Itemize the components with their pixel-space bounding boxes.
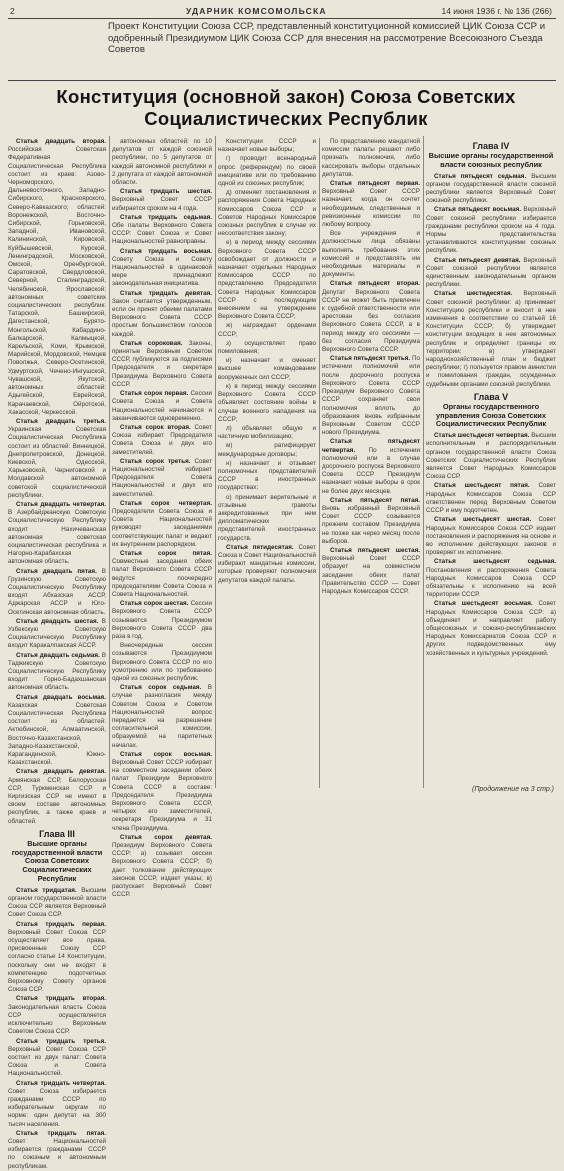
article-heading: Статья шестьдесят пятая. [434, 482, 530, 490]
article-paragraph: Статья пятидесятая. Совет Союза и Совет Национальностей избирают мандатные комиссии, которые проверяют полномочия депутатов каждой палаты. [218, 543, 316, 584]
article-paragraph: Статья сорок четвертая. Председатели Совета Союза и Совета Национальностей руководят заседаниями соответствующих палат и ведают их внутренним распорядком. [112, 499, 212, 548]
article-paragraph: Статья сорок пятая. Совместные заседания обеих палат Верховного Совета СССР ведутся поочередно председателями Совета Союза и Совета Национальностей. [112, 549, 212, 598]
article-paragraph: Статья двадцать четвертая. В Азербайджанскую Советскую Социалистическую Республику входит Нахичеванская автономная советская социалистическая республика и Нагорно-Карабахская автономная область. [8, 500, 106, 566]
article-heading: Статья сорок восьмая. [120, 750, 212, 758]
continued-note: (Продолжение на 3 стр.) [472, 786, 554, 793]
article-paragraph: е) в период между сессиями Верховного Совета СССР освобождает от должности и назначает отдельных Народных Комиссаров СССР по представлению Председателя Совета Народных Комиссаров СССР с последующим внесением на утверждение Верховного Совета СССР; [218, 239, 316, 321]
article-paragraph: Статья тридцать первая. Верховный Совет Союза ССР осуществляет все права, присвоенные Союзу ССР согласно статье 14 Конституции, поскольку они не входят в компетенцию подотчетных Верховному Совету органов Союза ССР. [8, 920, 106, 994]
headline: Конституция (основной закон) Союза Советских Социалистических Республик [56, 86, 516, 129]
article-heading: Статья двадцать шестая. [16, 617, 99, 625]
column-1-articles [8, 138, 106, 826]
column-1-articles-cont [8, 887, 106, 1171]
chapter-5-title: Глава V [473, 391, 509, 402]
article-heading: Статья пятьдесят пятая. [330, 496, 420, 504]
article-paragraph: Статья двадцать третья. Украинская Советская Социалистическая Республика состоит из областей: Винницкой, Днепропетровской, Донецкой, Киевской, Одесской, Харьковской, Черниговской и Молдавской автономной советской социалистической республики. [8, 417, 106, 499]
article-paragraph: Статья пятьдесят первая. Верховный Совет СССР назначает, когда он сочтет необходимым, следственные и ревизионные комиссии по любому вопросу. [322, 180, 420, 229]
article-heading: Статья тридцать четвертая. [16, 1079, 106, 1087]
article-paragraph: л) объявляет общую и частичную мобилизацию; [218, 424, 316, 441]
article-paragraph: Статья пятьдесят седьмая. Высшим органом государственной власти союзной республики является Верховный Совет союзной республики. [426, 172, 556, 205]
article-paragraph: Статья сорок вторая. Совет Союза избирает Председателя Совета Союза и двух его заместителей. [112, 423, 212, 456]
article-heading: Статья пятьдесят седьмая. [434, 172, 527, 180]
article-paragraph: Статья тридцать четвертая. Совет Союза избирается гражданами СССР по избирательным округам по норме: один депутат на 300 тысяч населения. [8, 1079, 106, 1128]
article-paragraph: Статья пятьдесят третья. По истечении полномочий или после досрочного роспуска Верховного Совета СССР Президиум Верховного Совета СССР сохраняет свои полномочия вплоть до образования вновь избранным Верховным Советом СССР нового Президиума. [322, 355, 420, 437]
article-heading: Статья двадцать вторая. [16, 138, 106, 145]
article-heading: Статья сорок третья. [120, 457, 191, 465]
article-paragraph: Статья шестьдесят пятая. Совет Народных Комиссаров Союза ССР ответственен перед Верховным Советом СССР и ему подотчетен. [426, 482, 556, 515]
article-paragraph: Статья сорок седьмая. В случае разногласия между Советом Союза и Советом Национальностей вопрос передается на разрешение согласительной комиссии, образуемой на паритетных началах. [112, 684, 213, 749]
article-paragraph: Статья тридцать пятая. Совет Национальностей избирается гражданами СССР по союзным и автономным республикам. [8, 1129, 106, 1170]
column-divider [423, 136, 424, 788]
article-paragraph: Конституции СССР и назначает новые выборы; [218, 138, 316, 154]
article-heading: Статья пятьдесят четвертая. [322, 438, 420, 454]
article-paragraph: д) отменяет постановления и распоряжения Совета Народных Комиссаров Союза ССР и Советов Народных Комиссаров союзных республик в случае их несоответствия закону; [218, 189, 316, 238]
column-5-articles [426, 173, 556, 389]
article-heading: Статья двадцать пятая. [16, 567, 97, 575]
article-paragraph: Статья пятьдесят вторая. Депутат Верховного Совета СССР не может быть привлечен к судебной ответственности или арестован без согласия Верховного Совета СССР, а в период между его сессиями — без согласия Президиума Верховного Совета СССР. [322, 280, 420, 354]
article-paragraph: Статья двадцать восьмая. Казахская Советская Социалистическая Республика состоит из областей: Актюбинской, Алмаатинской, Восточно-Казахстанской, Западно-Казахстанской, Карагандинской, Южно-Казахстанской. [8, 693, 106, 767]
article-paragraph: Статья тридцать шестая. Верховный Совет СССР избирается сроком на 4 года. [112, 188, 212, 212]
article-heading: Статья тридцать пятая. [16, 1129, 106, 1137]
column-5-articles-cont [426, 432, 556, 657]
column-divider [215, 136, 216, 788]
article-paragraph: Статья двадцать вторая. Российская Советская Федеративная Социалистическая Республика состоит из краев: Азово-Черноморского, Дальневосточного, Западно-Сибирского, Красноярского, Северо-Кавказского; областей: Воронежской, Восточно-Сибирской, Горьковской, Западной, Ивановской, Калининской, Кировской, Куйбышевской, Курской, Ленинградской, Московской, Омской, Оренбургской, Саратовской, Свердловской, Северной, Сталинградской, Челябинской, Ярославской; автономных советских социалистических республик: Татарской, Башкирской, Дагестанской, Бурято-Монгольской, Кабардино-Балкарской, Калмыцкой, Карельской, Коми, Крымской, Марийской, Мордовской, Немцев Поволжья, Северо-Осетинской, Удмуртской, Чечено-Ингушской, Чувашской, Якутской; автономных областей: Адыгейской, Еврейской, Карачаевской, Ойротской, Хакасской, Черкесской. [8, 138, 106, 416]
article-heading: Статья тридцать шестая. [120, 188, 212, 196]
article-heading: Статья сорок седьмая. [120, 684, 202, 692]
article-paragraph: з) осуществляет право помилования; [218, 339, 316, 356]
article-heading: Статья сорок вторая. [120, 423, 191, 431]
chapter-4-subtitle: Высшие органы государственной власти союзных республик [428, 151, 554, 169]
article-heading: Статья сорок четвертая. [120, 499, 212, 507]
article-paragraph: о) принимает верительные и отзывные грамоты аккредитованных при нем дипломатических представителей иностранных государств. [218, 493, 316, 542]
intro-text: Проект Конституции Союза ССР, представленный конституционной комиссией ЦИК Союза ССР и одобренный Президиумом ЦИК Союза ССР для внесения на рассмотрение Всесоюзного Съезда Советов [108, 21, 546, 55]
article-paragraph: Статья шестидесятая. Верховный Совет союзной республики: а) принимает Конституцию республики и вносит в нее изменения в соответствии со статьей 16 Конституции СССР; б) утверждает конституции входящих в нее автономных республик и определяет границы их территории; в) утверждает народнохозяйственный план и бюджет республики; г) пользуется правом амнистии и помилования граждан, осужденных судебными органами союзной республики. [426, 290, 556, 388]
article-heading: Статья шестьдесят шестая. [434, 516, 532, 524]
chapter-3-title: Глава III [39, 828, 75, 839]
article-heading: Статья тридцать восьмая. [120, 247, 212, 255]
article-heading: Статья двадцать четвертая. [16, 500, 106, 508]
article-paragraph: Статья тридцать восьмая. Совету Союза и Совету Национальностей в одинаковой мере принадлежит законодательная инициатива. [112, 247, 212, 288]
issue-date: 14 июня 1936 г. № 136 (266) [441, 6, 552, 16]
article-heading: Статья пятьдесят первая. [330, 180, 420, 188]
article-paragraph: Статья шестьдесят восьмая. Совет Народных Комиссаров Союза ССР: а) объединяет и направляет работу общесоюзных и союзно-республиканских Народных Комиссариатов Союза ССР и других подведомственных ему хозяйственных и культурных учреждений. [426, 600, 556, 657]
article-heading: Статья сорок шестая. [120, 600, 189, 608]
article-paragraph: Статья шестьдесят седьмая. Постановления и распоряжения Совета Народных Комиссаров Союза ССР обязательны к исполнению на всей территории СССР. [426, 558, 556, 599]
masthead [8, 4, 556, 18]
article-heading: Статья тридцать девятая. [120, 289, 212, 297]
article-paragraph: н) назначает и отзывает полномочных представителей СССР в иностранных государствах; [218, 459, 316, 492]
column-2-articles [112, 138, 212, 899]
article-paragraph: Статья сорок первая. Сессии Совета Союза и Совета Национальностей начинаются и заканчиваются одновременно. [112, 390, 212, 422]
article-paragraph: Статья двадцать седьмая. В Таджикскую Советскую Социалистическую Республику входит Горно-Бадахшанская автономная область. [8, 651, 107, 692]
article-heading: Статья шестьдесят восьмая. [434, 600, 533, 608]
article-paragraph: Статья сорок шестая. Сессии Верховного Совета СССР созываются Президиумом Верховного Совета СССР два раза в год. [112, 600, 212, 640]
article-heading: Статья пятьдесят третья. [330, 355, 411, 363]
article-heading: Статья пятьдесят девятая. [434, 256, 521, 264]
article-heading: Статья сорок пятая. [120, 549, 212, 557]
article-paragraph: Статья двадцать девятая. Армянская ССР, Белорусская ССР, Туркменская ССР и Киргизская ССР не имеют в своем составе автономных республик, а также краев и областей. [8, 768, 106, 825]
article-heading: Статья пятьдесят шестая. [330, 546, 420, 554]
article-paragraph: Все учреждения и должностные лица обязаны выполнять требования этих комиссий и представлять им необходимые материалы и документы. [322, 230, 420, 279]
newspaper-name: УДАРНИК КОМСОМОЛЬСКА [186, 6, 327, 16]
article-paragraph: Статья пятьдесят девятая. Верховный Совет союзной республики является единственным законодательным органом республики. [426, 256, 556, 289]
article-paragraph: Статья двадцать шестая. В Узбекскую Советскую Социалистическую Республику входит Каракалпакская АССР. [8, 617, 106, 650]
article-paragraph: По представлению мандатной комиссии палаты решают либо признать полномочия, либо кассировать выборы отдельных депутатов. [322, 138, 420, 178]
page-number: 2 [10, 6, 15, 16]
article-heading: Статья двадцать седьмая. [16, 651, 100, 659]
column-5 [426, 138, 556, 788]
article-heading: Статья сорок девятая. [120, 833, 212, 841]
chapter-3-subtitle: Высшие органы государственной власти Союза Советских Социалистических Республик [11, 838, 103, 884]
article-paragraph: ж) награждает орденами СССР; [218, 322, 316, 338]
article-heading: Статья тридцать первая. [16, 920, 106, 928]
article-paragraph: Статья тридцать седьмая. Обе палаты Верховного Совета СССР: Совет Союза и Совет Национальностей равноправны. [112, 213, 212, 246]
article-paragraph: Статья сорок восьмая. Верховный Совет СССР избирает на совместном заседании обеих палат Президиум Верховного Совета СССР в составе: Председателя Президиума Верховного Совета СССР, четырех его заместителей, секретаря Президиума и 31 члена Президиума. [112, 750, 212, 832]
article-paragraph: Статья тридцать девятая. Закон считается утвержденным, если он принят обеими палатами Верховного Совета СССР простым большинством голосов каждой. [112, 289, 212, 338]
article-paragraph: Статья сороковая. Законы, принятые Верховным Советом СССР, публикуются за подписями Председателя и секретаря Президиума Верховного Совета СССР. [112, 339, 213, 388]
article-paragraph: и) назначает и сменяет высшее командование вооруженных сил СССР; [218, 357, 316, 381]
article-paragraph: Статья двадцать пятая. В Грузинскую Советскую Социалистическую Республику входят Абхазская АССР, Аджарская АССР и Юго-Осетинская автономная область. [8, 567, 106, 616]
article-paragraph: г) проводит всенародный опрос (референдум) по своей инициативе или по требованию одной из союзных республик; [218, 155, 316, 188]
article-heading: Статья двадцать девятая. [16, 768, 106, 776]
article-paragraph: Статья тридцать вторая. Законодательная власть Союза ССР осуществляется исключительно Верховным Советом Союза ССР. [8, 995, 106, 1036]
intro-rule [8, 80, 556, 81]
article-heading: Статья пятидесятая. [226, 543, 294, 551]
article-heading: Статья пятьдесят восьмая. [434, 206, 522, 214]
article-heading: Статья шестьдесят седьмая. [434, 558, 556, 566]
article-paragraph: Статья сорок третья. Совет Национальностей избирает Председателя Совета Национальностей и двух его заместителей. [112, 457, 212, 498]
article-paragraph: Статья пятьдесят пятая. Вновь избранный Верховный Совет СССР созывается прежним составом Президиума не позже как через месяц после выборов. [322, 496, 420, 545]
article-paragraph: Статья пятьдесят восьмая. Верховный Совет союзной республики избирается гражданами республики сроком на 4 года. Нормы представительства устанавливаются конституциями союзных республик. [426, 206, 556, 255]
column-3 [218, 138, 420, 788]
article-paragraph: Статья пятьдесят четвертая. По истечении полномочий или в случае досрочного роспуска Верховного Совета СССР Президиум назначает новые выборы в срок не более двух месяцев. [322, 438, 420, 495]
article-heading: Статья тридцать третья. [16, 1037, 106, 1045]
column-1 [8, 138, 107, 1170]
article-heading: Статья пятьдесят вторая. [330, 280, 420, 288]
article-paragraph: Статья шестьдесят шестая. Совет Народных Комиссаров Союза ССР издает постановления и распоряжения на основе и во исполнение действующих законов и проверяет их исполнение. [426, 516, 556, 557]
article-heading: Статья тридцать вторая. [16, 995, 106, 1003]
article-heading: Статья шестидесятая. [434, 290, 513, 298]
masthead-rule [8, 18, 556, 19]
article-paragraph: Статья тридцатая. Высшим органом государственной власти Союза ССР является Верховный Совет Союза ССР. [8, 886, 106, 919]
column-3-articles [218, 138, 420, 596]
article-heading: Статья сороковая. [120, 339, 183, 347]
article-paragraph: Статья тридцать третья. Верховный Совет Союза ССР состоит из двух палат: Совета Союза и Совета Национальностей. [8, 1037, 106, 1078]
article-heading: Статья тридцатая. [16, 886, 77, 894]
article-heading: Статья двадцать восьмая. [16, 693, 106, 701]
article-paragraph: Статья пятьдесят шестая. Верховный Совет СССР образует на совместном заседании обеих палат Правительство СССР — Совет Народных Комиссаров СССР. [322, 546, 420, 595]
article-paragraph: м) ратифицирует международные договоры; [218, 442, 316, 458]
article-paragraph: Статья шестьдесят четвертая. Высшим исполнительным и распорядительным органом государственной власти Союза Советских Социалистических Республик является Совет Народных Комиссаров Союза ССР. [426, 432, 556, 481]
article-heading: Статья сорок первая. [120, 390, 189, 398]
column-divider [109, 136, 110, 788]
article-paragraph: автономных областей: по 10 депутатов от каждой союзной республики, по 5 депутатов от каждой автономной республики и 2 депутата от каждой автономной области. [112, 138, 212, 187]
chapter-4-title: Глава IV [472, 141, 510, 151]
article-heading: Статья тридцать седьмая. [120, 213, 212, 221]
article-paragraph: Внеочередные сессии созываются Президиумом Верховного Совета СССР по его усмотрению или по требованию одной из союзных республик. [112, 642, 212, 682]
article-paragraph: к) в период между сессиями Верховного Совета СССР объявляет состояние войны в случае военного нападения на СССР; [218, 382, 316, 423]
article-heading: Статья двадцать третья. [16, 417, 106, 425]
column-2 [112, 138, 213, 899]
article-heading: Статья шестьдесят четвертая. [434, 432, 530, 440]
chapter-5-subtitle: Органы государственного управления Союза Советских Социалистических Республик [435, 401, 547, 429]
article-paragraph: Статья сорок девятая. Президиум Верховного Совета СССР: а) созывает сессии Верховного Совета СССР; б) дает толкование действующих законов СССР, издает указы; в) распускает Верховный Совет СССР. [112, 833, 212, 899]
